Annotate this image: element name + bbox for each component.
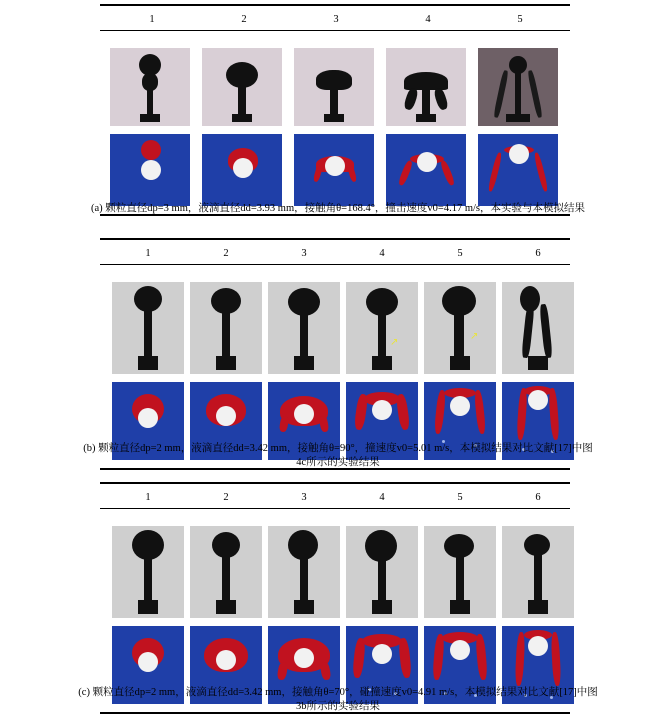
panel-a-top-rule xyxy=(0,0,670,14)
column-number: 3 xyxy=(333,14,339,25)
experiment-frame xyxy=(190,282,262,374)
column-number: 1 xyxy=(149,14,155,25)
column-number: 4 xyxy=(379,248,385,259)
column-number: 2 xyxy=(223,248,229,259)
annotation-arrow-icon: ↗ xyxy=(390,337,399,348)
column-number: 6 xyxy=(535,248,541,259)
rule-thin xyxy=(100,30,570,31)
column-number: 1 xyxy=(145,492,151,503)
annotation-arrow-icon: ↗ xyxy=(470,331,479,342)
panel-c-experiment-row xyxy=(0,526,670,618)
rule-thick xyxy=(100,482,570,484)
panel-c-sub-rule xyxy=(0,508,670,522)
experiment-frame xyxy=(268,282,340,374)
simulation-frame xyxy=(202,134,282,206)
experiment-frame xyxy=(294,48,374,126)
experiment-frame xyxy=(386,48,466,126)
simulation-frame xyxy=(294,134,374,206)
experiment-frame xyxy=(502,282,574,374)
panel-a-column-numbers xyxy=(0,14,670,30)
simulation-frame xyxy=(386,134,466,206)
panel-b-column-numbers xyxy=(0,248,670,264)
rule-thin xyxy=(100,264,570,265)
experiment-frame xyxy=(112,282,184,374)
experiment-frame xyxy=(110,48,190,126)
panel-a-simulation-row xyxy=(0,134,670,206)
experiment-frame xyxy=(346,282,418,374)
panel-c-caption-line1: (c) 颗粒直径dp=2 mm，液滴直径dd=3.42 mm，接触角θ=70°，碰撞速度v0=4.91 m/s，本模拟结果对比文献[17]中图 xyxy=(78,687,598,698)
panel-b-caption-line2: 4c所示的实验结果 xyxy=(296,457,380,468)
column-number: 4 xyxy=(379,492,385,503)
column-number: 2 xyxy=(241,14,247,25)
panel-b-top-rule xyxy=(0,234,670,248)
panel-b xyxy=(0,234,670,482)
rule-thin xyxy=(100,508,570,509)
experiment-frame xyxy=(190,526,262,618)
column-number: 5 xyxy=(457,248,463,259)
column-number: 6 xyxy=(535,492,541,503)
rule-thick xyxy=(100,238,570,240)
experiment-frame xyxy=(502,526,574,618)
panel-b-experiment-row xyxy=(0,282,670,374)
panel-b-caption-line1: (b) 颗粒直径dp=2 mm，液滴直径dd=3.42 mm，接触角θ=90°，撞速度v0=5.01 m/s，本模拟结果对比文献[17]中图 xyxy=(83,443,593,454)
column-number: 4 xyxy=(425,14,431,25)
column-number: 3 xyxy=(301,248,307,259)
panel-a xyxy=(0,0,670,228)
experiment-frame xyxy=(268,526,340,618)
experiment-frame xyxy=(478,48,558,126)
panel-c-bottom-rule xyxy=(0,712,670,726)
panel-c-top-rule xyxy=(0,478,670,492)
experiment-frame xyxy=(112,526,184,618)
panel-a-bottom-rule xyxy=(0,214,670,228)
column-number: 5 xyxy=(457,492,463,503)
panel-c xyxy=(0,478,670,726)
panel-b-sub-rule xyxy=(0,264,670,278)
experiment-frame xyxy=(202,48,282,126)
panel-c-column-numbers xyxy=(0,492,670,508)
experiment-frame xyxy=(424,282,496,374)
column-number: 2 xyxy=(223,492,229,503)
column-number: 3 xyxy=(301,492,307,503)
experiment-frame xyxy=(424,526,496,618)
experiment-frame xyxy=(346,526,418,618)
panel-c-caption-line2: 3b所示的实验结果 xyxy=(296,701,380,712)
panel-a-sub-rule xyxy=(0,30,670,44)
simulation-frame xyxy=(478,134,558,206)
panel-a-caption: (a) 颗粒直径dp=3 mm，液滴直径dd=3.93 mm，接触角θ=168.4°，撞击速度v0=4.17 m/s，本实验与本模拟结果 xyxy=(90,203,586,214)
simulation-frame xyxy=(110,134,190,206)
column-number: 1 xyxy=(145,248,151,259)
column-number: 5 xyxy=(517,14,523,25)
panel-a-experiment-row xyxy=(0,48,670,126)
rule-thick xyxy=(100,4,570,6)
